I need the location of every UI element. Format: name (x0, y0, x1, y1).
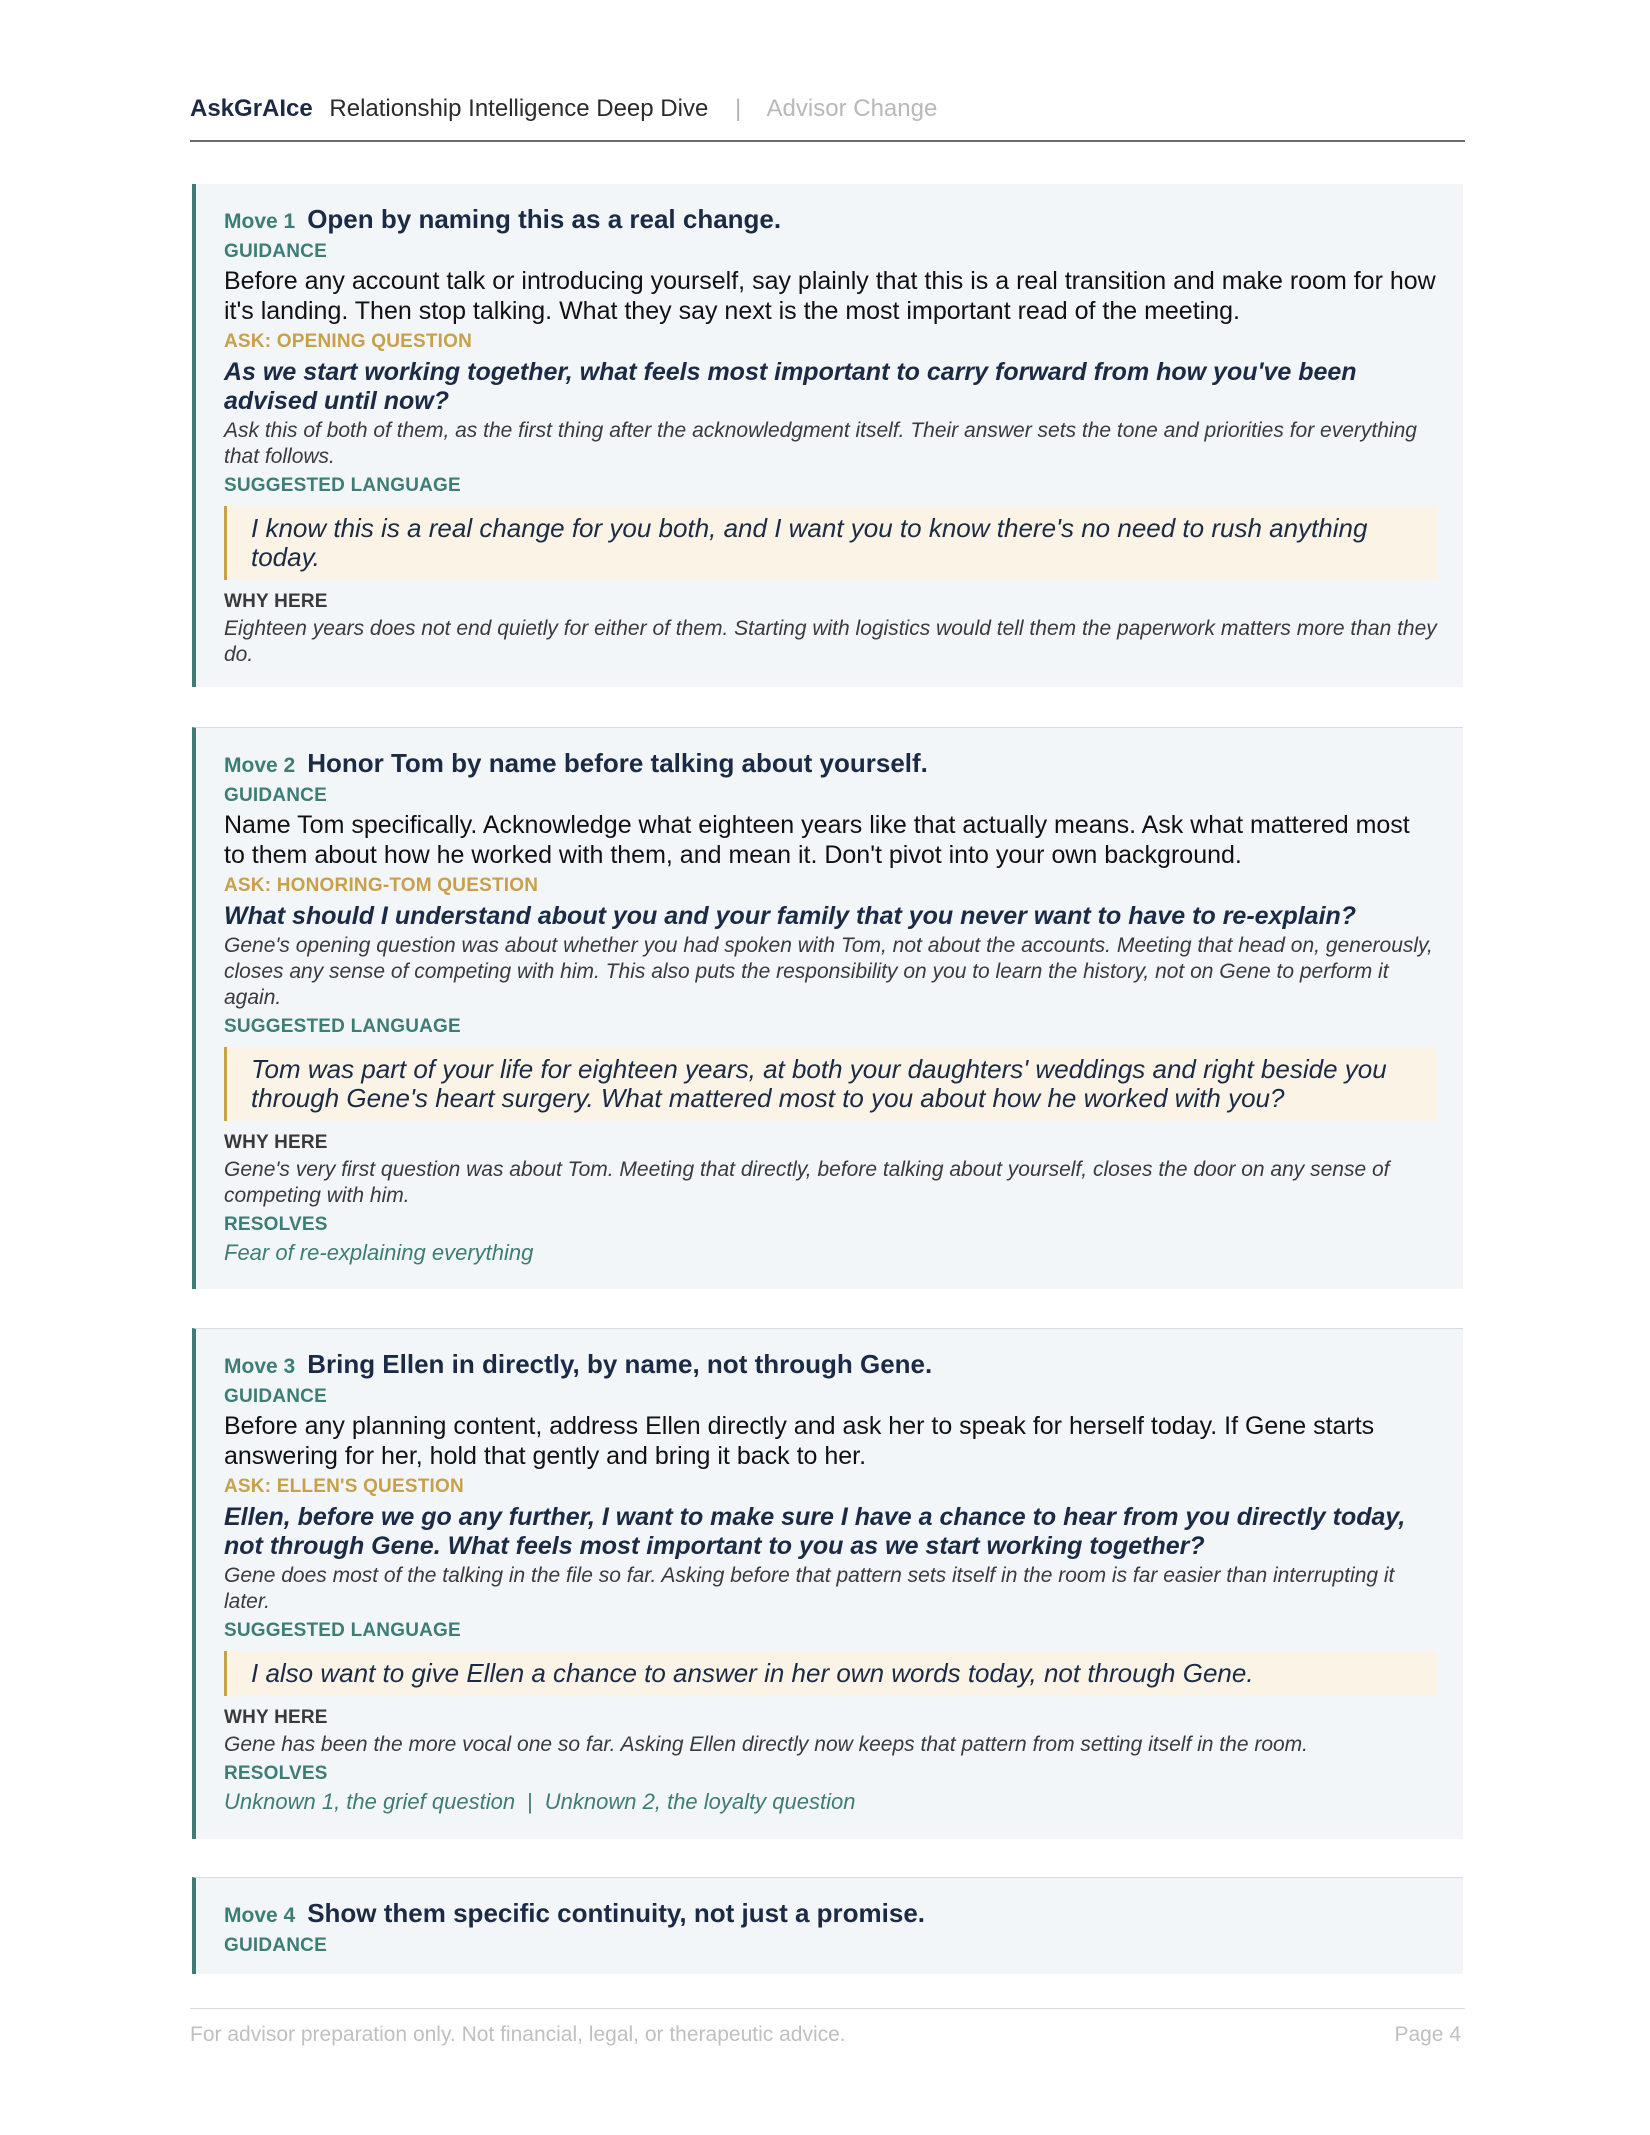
suggested-language-label: SUGGESTED LANGUAGE (224, 1016, 461, 1037)
question-note: Gene's opening question was about whether you had spoken with Tom, not about the accounts. Meeting that head on, generously, closes any sense of competing with him. This also puts the responsibility on you to learn the history, not on Gene to perform it again. (224, 934, 1433, 1009)
resolves-list (224, 1239, 1437, 1267)
move-number: Move 2 (224, 754, 296, 777)
footer-disclaimer: For advisor preparation only. Not financial, legal, or therapeutic advice. (190, 2023, 846, 2046)
move-number: Move 3 (224, 1355, 296, 1378)
resolves-separator: | (527, 1789, 533, 1814)
move-card-3 (192, 1328, 1463, 1839)
suggested-language-label: SUGGESTED LANGUAGE (224, 1620, 461, 1641)
page-footer (190, 2008, 1465, 2047)
ask-question: Ellen, before we go any further, I want to make sure I have a chance to hear from you directly today, not through Gene. What feels most important to you as we start working together? (224, 1503, 1406, 1560)
brand-name: AskGrAIce (190, 95, 313, 122)
why-here-label: WHY HERE (224, 1707, 328, 1728)
ask-question: What should I understand about you and your family that you never want to have to re-explain? (224, 902, 1357, 930)
guidance-text: Before any account talk or introducing yourself, say plainly that this is a real transition and make room for how it's landing. Then stop talking. What they say next is the most important read of the meeting. (224, 267, 1436, 325)
resolves-item: Fear of re-explaining everything (224, 1240, 534, 1265)
move-card-1 (192, 184, 1463, 687)
move-card-2 (192, 727, 1463, 1289)
section-name: Advisor Change (766, 95, 938, 122)
resolves-label: RESOLVES (224, 1763, 328, 1784)
suggested-language-quote: Tom was part of your life for eighteen years, at both your daughters' weddings and right beside you through Gene's heart surgery. What mattered most to you about how he worked with you? (224, 1047, 1437, 1121)
guidance-text: Before any planning content, address Ellen directly and ask her to speak for herself today. If Gene starts answering for her, hold that gently and bring it back to her. (224, 1412, 1375, 1470)
ask-label: ASK: OPENING QUESTION (224, 331, 473, 352)
suggested-language-quote: I also want to give Ellen a chance to answer in her own words today, not through Gene. (224, 1651, 1437, 1696)
resolves-list (224, 1788, 1437, 1816)
why-here-text: Gene has been the more vocal one so far. Asking Ellen directly now keeps that pattern from setting itself in the room. (224, 1733, 1309, 1756)
resolves-item: Unknown 2, the loyalty question (544, 1789, 856, 1814)
move-card-4 (192, 1877, 1463, 1974)
move-heading (224, 202, 1437, 236)
why-here-label: WHY HERE (224, 591, 328, 612)
ask-label: ASK: ELLEN'S QUESTION (224, 1476, 464, 1497)
move-number: Move 1 (224, 210, 296, 233)
move-title: Open by naming this as a real change. (307, 204, 782, 234)
why-here-text: Eighteen years does not end quietly for either of them. Starting with logistics would tell them the paperwork matters more than they do. (224, 617, 1437, 666)
page-header (190, 92, 1465, 142)
move-heading (224, 1347, 1437, 1381)
suggested-language-label: SUGGESTED LANGUAGE (224, 475, 461, 496)
ask-label: ASK: HONORING-TOM QUESTION (224, 875, 539, 896)
page-number: Page 4 (1394, 2023, 1461, 2046)
guidance-label: GUIDANCE (224, 785, 327, 806)
resolves-label: RESOLVES (224, 1214, 328, 1235)
guidance-label: GUIDANCE (224, 241, 327, 262)
ask-question: As we start working together, what feels most important to carry forward from how you've been advised until now? (224, 358, 1357, 415)
move-title: Honor Tom by name before talking about yourself. (307, 748, 928, 778)
suggested-language-quote: I know this is a real change for you both, and I want you to know there's no need to rush anything today. (224, 506, 1437, 580)
move-heading (224, 746, 1437, 780)
question-note: Ask this of both of them, as the first thing after the acknowledgment itself. Their answer sets the tone and priorities for everything that follows. (224, 419, 1417, 468)
move-title: Show them specific continuity, not just a promise. (307, 1898, 926, 1928)
guidance-text: Name Tom specifically. Acknowledge what eighteen years like that actually means. Ask what mattered most to them about how he worked with them, and mean it. Don't pivot into your own background. (224, 811, 1410, 869)
move-number: Move 4 (224, 1904, 296, 1927)
move-title: Bring Ellen in directly, by name, not through Gene. (307, 1349, 933, 1379)
resolves-item: Unknown 1, the grief question (224, 1789, 516, 1814)
guidance-label: GUIDANCE (224, 1935, 327, 1956)
move-heading (224, 1896, 1437, 1930)
guidance-label: GUIDANCE (224, 1386, 327, 1407)
header-separator: | (734, 95, 742, 122)
why-here-label: WHY HERE (224, 1132, 328, 1153)
question-note: Gene does most of the talking in the file so far. Asking before that pattern sets itself in the room is far easier than interrupting it later. (224, 1564, 1395, 1613)
why-here-text: Gene's very first question was about Tom. Meeting that directly, before talking about yourself, closes the door on any sense of competing with him. (224, 1158, 1390, 1207)
document-title: Relationship Intelligence Deep Dive (329, 95, 709, 122)
